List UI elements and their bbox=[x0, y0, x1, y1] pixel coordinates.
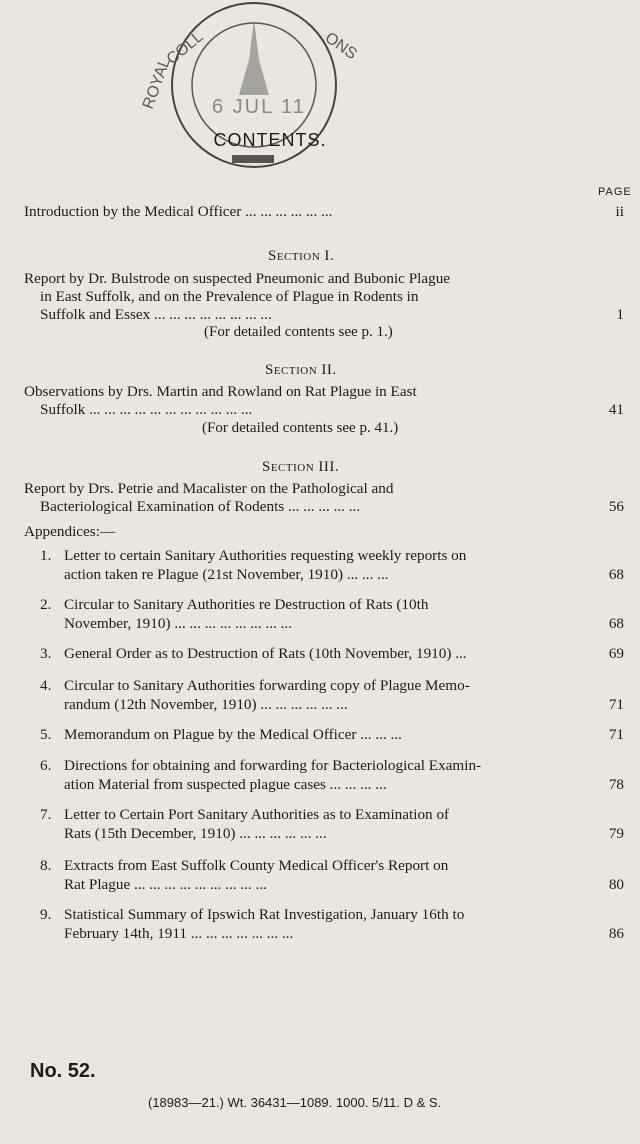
library-stamp bbox=[104, 0, 404, 180]
appendix-6-line-1: Directions for obtaining and forwarding for Bacteriological Examin- bbox=[64, 757, 482, 774]
stamp-label: CONTENTS. bbox=[213, 130, 327, 150]
appendix-9-line-2: February 14th, 1911 ... ... ... ... ... ... ... bbox=[64, 925, 294, 942]
section-3-title: Section III. bbox=[262, 459, 340, 475]
section-2-line-1: Observations by Drs. Martin and Rowland on Rat Plague in East bbox=[24, 383, 417, 400]
appendix-4-number: 4. bbox=[40, 677, 52, 694]
appendix-6-page: 78 bbox=[608, 776, 624, 793]
appendix-5-page: 71 bbox=[608, 726, 624, 743]
appendix-9-page: 86 bbox=[608, 925, 624, 942]
section-2-note: (For detailed contents see p. 41.) bbox=[202, 420, 399, 436]
appendix-8-line-1: Extracts from East Suffolk County Medical Officer's Report on bbox=[64, 857, 449, 874]
intro-page: ii bbox=[615, 203, 624, 220]
stamp-seal-graphic bbox=[104, 0, 404, 180]
section-3-page: 56 bbox=[608, 498, 624, 515]
appendix-8-line-2: Rat Plague ... ... ... ... ... ... ... ... ... bbox=[64, 876, 267, 893]
section-1-line-3: Suffolk and Essex ... ... ... ... ... ... ... ... bbox=[40, 306, 272, 323]
appendix-5-number: 5. bbox=[40, 726, 52, 743]
section-1-line-2: in East Suffolk, and on the Prevalence of Plague in Rodents in bbox=[40, 288, 419, 305]
page-column-label: PAGE bbox=[598, 186, 632, 198]
appendix-3-page: 69 bbox=[608, 645, 624, 662]
section-1-page: 1 bbox=[616, 306, 624, 323]
appendix-1-page: 68 bbox=[608, 566, 624, 583]
appendix-9-line-1: Statistical Summary of Ipswich Rat Investigation, January 16th to bbox=[64, 906, 465, 923]
appendix-4-line-2: randum (12th November, 1910) ... ... ... ... ... ... bbox=[64, 696, 348, 713]
appendix-6-line-2: ation Material from suspected plague cases ... ... ... ... bbox=[64, 776, 387, 793]
appendix-8-page: 80 bbox=[608, 876, 624, 893]
section-1-note: (For detailed contents see p. 1.) bbox=[204, 324, 393, 340]
section-3-line-1: Report by Drs. Petrie and Macalister on the Pathological and bbox=[24, 480, 394, 497]
appendix-2-page: 68 bbox=[608, 615, 624, 632]
appendix-3-number: 3. bbox=[40, 645, 52, 662]
section-2-line-2: Suffolk ... ... ... ... ... ... ... ... ... ... ... bbox=[40, 401, 253, 418]
section-1-title: Section I. bbox=[268, 248, 335, 264]
appendix-4-line-1: Circular to Sanitary Authorities forwarding copy of Plague Memo- bbox=[64, 677, 470, 694]
appendix-2-line-2: November, 1910) ... ... ... ... ... ... ... ... bbox=[64, 615, 293, 632]
appendix-1-number: 1. bbox=[40, 547, 52, 564]
appendix-3-line-1: General Order as to Destruction of Rats (10th November, 1910) ... bbox=[64, 645, 467, 662]
appendix-6-number: 6. bbox=[40, 757, 52, 774]
svg-text:ONS: ONS bbox=[321, 29, 360, 64]
appendix-2-number: 2. bbox=[40, 596, 52, 613]
section-3-line-2: Bacteriological Examination of Rodents ... ... ... ... ... bbox=[40, 498, 361, 515]
intro-entry: Introduction by the Medical Officer ... ... ... ... ... ... bbox=[24, 203, 333, 220]
appendix-5-line-1: Memorandum on Plague by the Medical Officer ... ... ... bbox=[64, 726, 402, 743]
appendix-1-line-2: action taken re Plague (21st November, 1910) ... ... ... bbox=[64, 566, 389, 583]
appendix-9-number: 9. bbox=[40, 906, 52, 923]
svg-text:ROYAL: ROYAL bbox=[139, 55, 174, 112]
appendix-8-number: 8. bbox=[40, 857, 52, 874]
appendix-7-number: 7. bbox=[40, 806, 52, 823]
appendices-title: Appendices:— bbox=[24, 523, 116, 540]
document-number: No. 52. bbox=[30, 1060, 96, 1082]
appendix-7-line-1: Letter to Certain Port Sanitary Authorities as to Examination of bbox=[64, 806, 450, 823]
appendix-1-line-1: Letter to certain Sanitary Authorities requesting weekly reports on bbox=[64, 547, 467, 564]
section-1-line-1: Report by Dr. Bulstrode on suspected Pneumonic and Bubonic Plague bbox=[24, 270, 451, 287]
printer-imprint: (18983—21.) Wt. 36431—1089. 1000. 5/11. D & S. bbox=[148, 1095, 442, 1110]
section-2-title: Section II. bbox=[265, 362, 337, 378]
appendix-2-line-1: Circular to Sanitary Authorities re Destruction of Rats (10th bbox=[64, 596, 429, 613]
appendix-4-page: 71 bbox=[608, 696, 624, 713]
appendix-7-page: 79 bbox=[608, 825, 624, 842]
stamp-date: 6 JUL 11 bbox=[212, 96, 306, 118]
svg-text:COLL: COLL bbox=[163, 28, 207, 69]
appendix-7-line-2: Rats (15th December, 1910) ... ... ... ... ... ... bbox=[64, 825, 327, 842]
section-2-page: 41 bbox=[608, 401, 624, 418]
